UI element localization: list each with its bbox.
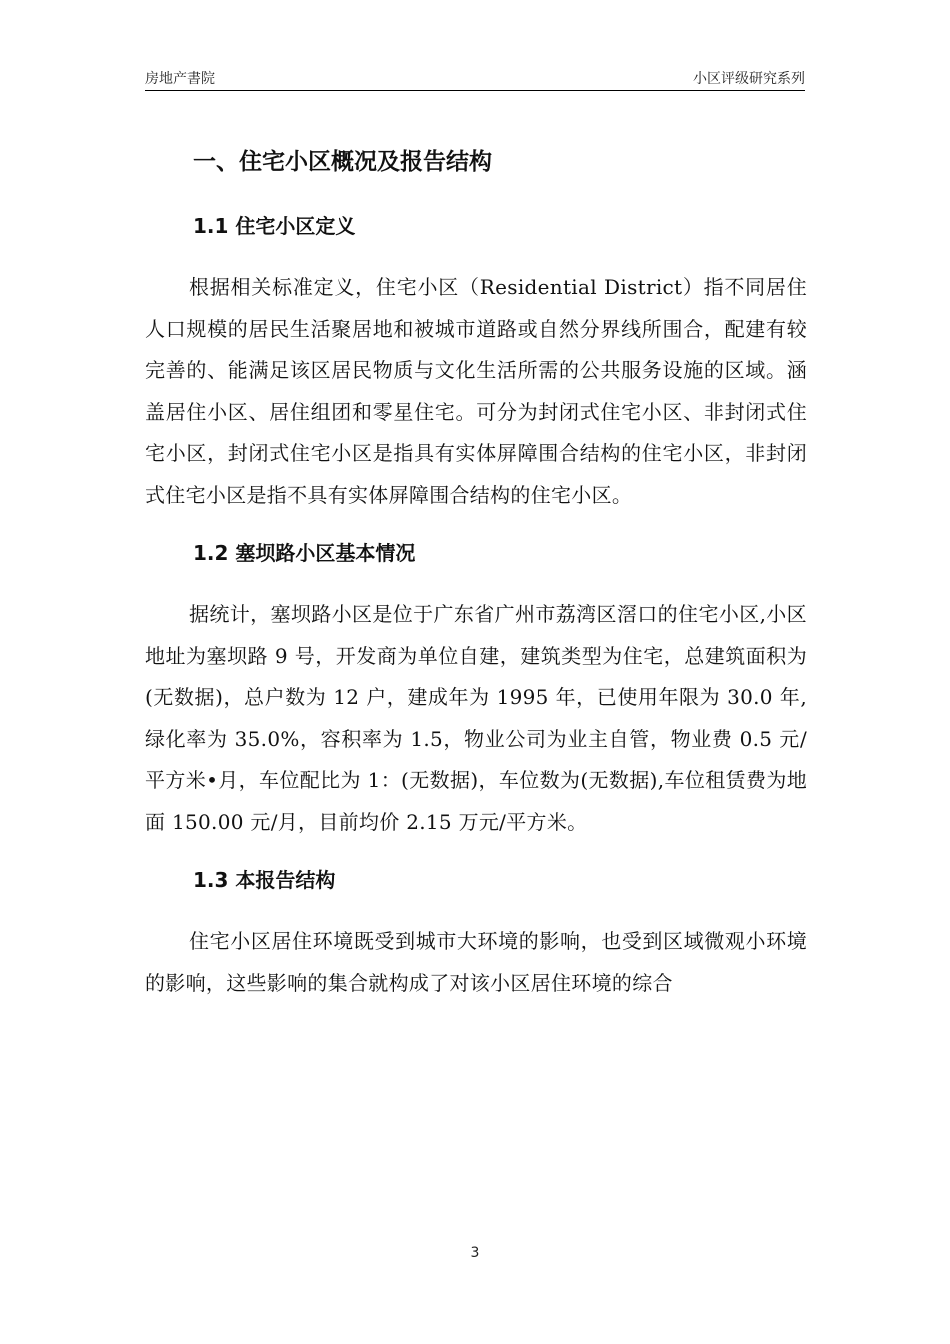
header-series-title: 小区评级研究系列 — [693, 71, 805, 87]
paragraph-definition: 根据相关标准定义，住宅小区（Residential District）指不同居住人口规模的居民生活聚居地和被城市道路或自然分界线所围合，配建有较完善的、能满足该区居民物质与文化生活所需的公共服务设施的区域。涵盖居住小区、居住组团和零星住宅。可分为封闭式住宅小区、非封闭式住宅小区，封闭式住宅小区是指具有实体屏障围合结构的住宅小区，非封闭式住宅小区是指不具有实体屏障围合结构的住宅小区。 — [145, 275, 807, 507]
subsection-heading-1-3: 1.3 本报告结构 — [193, 868, 336, 892]
paragraph-basic-info: 据统计，塞坝路小区是位于广东省广州市荔湾区滘口的住宅小区,小区地址为塞坝路 9 号，开发商为单位自建，建筑类型为住宅，总建筑面积为(无数据)，总户数为 12 户，建成年为 1995 年，已使用年限为 30.0 年,绿化率为 35.0%，容积率为 1.5，物业公司为业主自管，物业费 0.5 元/平方米•月，车位配比为 1：(无数据)，车位数为(无数据),车位租赁费为地面 150.00 元/月，目前均价 2.15 万元/平方米。 — [145, 602, 807, 834]
header-publisher: 房地产書院 — [145, 71, 215, 87]
paragraph-report-structure: 住宅小区居住环境既受到城市大环境的影响，也受到区域微观小环境的影响，这些影响的集合就构成了对该小区居住环境的综合 — [145, 929, 807, 995]
page-content — [145, 140, 807, 1004]
section-heading-1: 一、住宅小区概况及报告结构 — [193, 149, 492, 175]
subsection-heading-1-1: 1.1 住宅小区定义 — [193, 214, 356, 238]
subsection-heading-1-2: 1.2 塞坝路小区基本情况 — [193, 541, 416, 565]
running-header — [145, 66, 805, 91]
page-number: 3 — [470, 1245, 480, 1261]
